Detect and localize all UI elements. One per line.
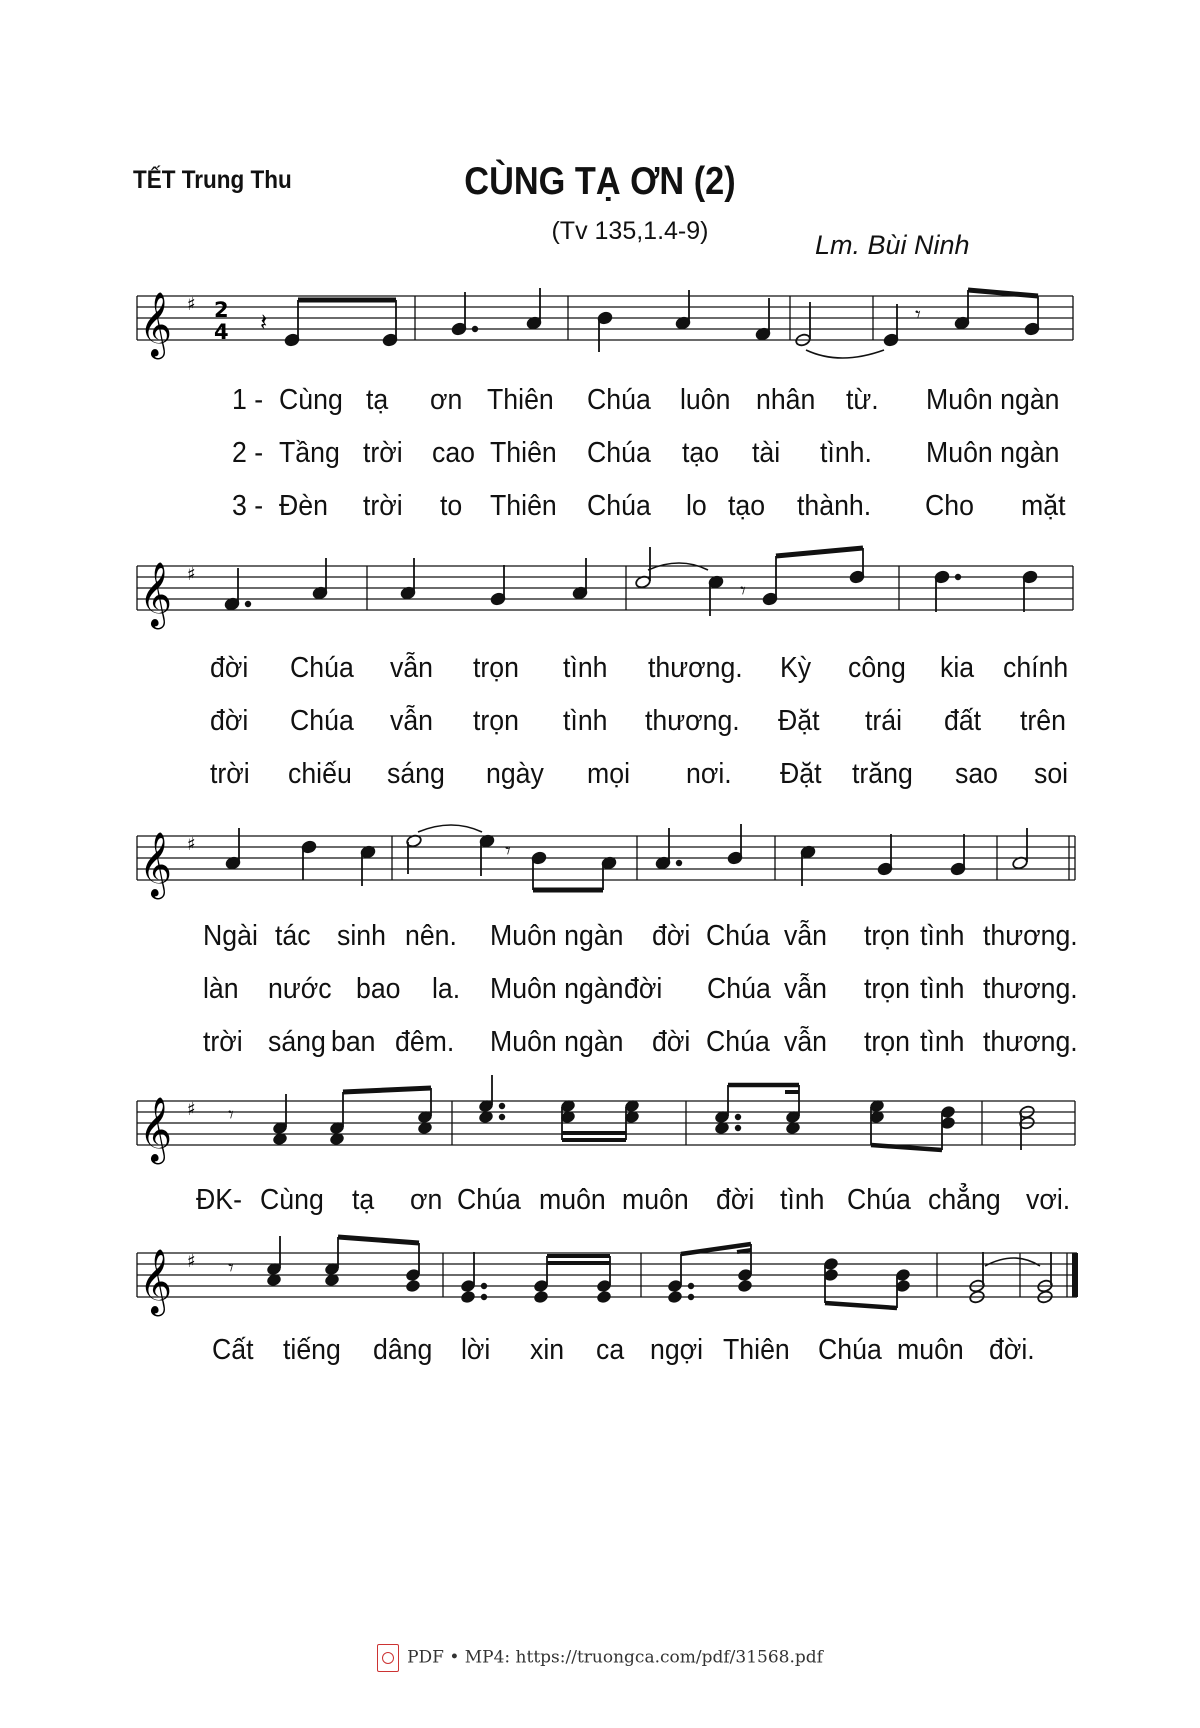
lyric: ban xyxy=(331,1026,376,1058)
lyric: trọn xyxy=(473,705,519,737)
lyric: công xyxy=(848,652,906,684)
lyric: tình xyxy=(920,920,965,952)
svg-text:𝄾: 𝄾 xyxy=(505,839,511,864)
treble-clef-icon: 𝄞 xyxy=(139,292,173,357)
lyric: đời xyxy=(624,973,663,1005)
lyric: vẫn xyxy=(784,973,828,1005)
composer: Lm. Bùi Ninh xyxy=(815,230,970,260)
lyric: trời xyxy=(363,437,403,469)
lyric: đêm. xyxy=(395,1026,455,1058)
lyric: Ngài xyxy=(203,920,258,952)
psalm-reference: (Tv 135,1.4-9) xyxy=(551,217,709,245)
lyric: Chúa xyxy=(706,920,770,952)
lyric: Muôn ngàn xyxy=(926,437,1060,469)
lyric: đời xyxy=(716,1184,755,1216)
lyric: tình xyxy=(563,652,608,684)
lyric: trọn xyxy=(864,973,910,1005)
lyric: kia xyxy=(940,652,975,684)
lyric: trọn xyxy=(473,652,519,684)
lyric: nơi. xyxy=(686,758,732,790)
lyric: thương. xyxy=(645,705,740,737)
sharp-icon: ♯ xyxy=(187,834,196,855)
lyric: tình. xyxy=(820,437,872,469)
lyric: tình xyxy=(920,1026,965,1058)
lyric: lời xyxy=(461,1334,491,1366)
lyric: muôn xyxy=(539,1184,606,1216)
lyric: dâng xyxy=(373,1334,433,1366)
verse3-label: 3 - xyxy=(232,490,264,522)
lyric: Chúa xyxy=(847,1184,911,1216)
lyric: Muôn ngàn xyxy=(490,920,624,952)
lyric: Muôn ngàn xyxy=(926,384,1060,416)
lyric: Chúa xyxy=(707,973,771,1005)
lyric: ơn xyxy=(410,1184,443,1216)
lyric: nước xyxy=(268,973,332,1005)
lyric: nên. xyxy=(405,920,457,952)
lyric: đời xyxy=(652,1026,691,1058)
lyric: tình xyxy=(780,1184,825,1216)
lyric: nhân xyxy=(756,384,816,416)
lyric: cao xyxy=(432,437,476,469)
treble-clef-icon: 𝄞 xyxy=(139,1249,173,1314)
lyric: trời xyxy=(203,1026,243,1058)
lyric: thương. xyxy=(648,652,743,684)
lyric: muôn xyxy=(897,1334,964,1366)
lyric: bao xyxy=(356,973,401,1005)
lyric: vẫn xyxy=(390,705,434,737)
lyric: làn xyxy=(203,973,239,1005)
lyric: lo xyxy=(686,490,707,522)
lyric: Kỳ xyxy=(780,652,812,684)
lyric: tác xyxy=(275,920,311,952)
verse2-label: 2 - xyxy=(232,437,264,469)
lyric: Thiên xyxy=(723,1334,790,1366)
lyric: trọn xyxy=(864,1026,910,1058)
lyric: Chúa xyxy=(706,1026,770,1058)
sharp-icon: ♯ xyxy=(187,1251,196,1272)
time-signature-bottom: 4 xyxy=(214,320,229,344)
treble-clef-icon: 𝄞 xyxy=(139,1097,173,1162)
sharp-icon: ♯ xyxy=(187,564,196,585)
lyric: Muôn ngàn xyxy=(490,973,624,1005)
lyric: mọi xyxy=(587,758,630,790)
lyric: tình xyxy=(563,705,608,737)
notes-system-1 xyxy=(284,288,1040,358)
staff-system-1 xyxy=(0,290,1200,360)
lyric: Cùng xyxy=(260,1184,324,1216)
lyric: ơn xyxy=(430,384,463,416)
lyric: đời xyxy=(210,705,249,737)
lyric: trời xyxy=(210,758,250,790)
notes-system-2 xyxy=(224,547,1038,616)
lyric: chiếu xyxy=(288,758,352,790)
time-signature-top: 2 xyxy=(214,298,229,322)
lyric: Chúa xyxy=(290,652,354,684)
lyric: vẫn xyxy=(784,1026,828,1058)
quarter-rest-icon: 𝄽 xyxy=(260,308,268,336)
treble-clef-icon: 𝄞 xyxy=(139,832,173,897)
footer xyxy=(0,1644,1200,1672)
lyric: đất xyxy=(944,705,982,737)
lyric: Chúa xyxy=(290,705,354,737)
staff-system-3 xyxy=(0,810,1200,900)
lyric: đời xyxy=(210,652,249,684)
svg-text:𝄾: 𝄾 xyxy=(228,1256,234,1281)
footer-link[interactable]: PDF • MP4: https://truongca.com/pdf/31568.pdf xyxy=(407,1647,823,1668)
lyric: trăng xyxy=(852,758,913,790)
lyric: tạo xyxy=(682,437,720,469)
lyric: đời xyxy=(652,920,691,952)
lyric: vẫn xyxy=(784,920,828,952)
lyric: soi xyxy=(1034,758,1069,790)
lyric: Chúa xyxy=(587,490,651,522)
lyric: chẳng xyxy=(928,1184,1001,1216)
lyric: Chúa xyxy=(587,437,651,469)
lyric: ngày xyxy=(486,758,544,790)
lyric: thương. xyxy=(983,973,1078,1005)
lyric: tình xyxy=(920,973,965,1005)
lyric: thành. xyxy=(797,490,872,522)
lyric: trái xyxy=(865,705,903,737)
song-title: CÙNG TẠ ƠN (2) xyxy=(464,160,736,203)
lyric: vơi. xyxy=(1026,1184,1071,1216)
lyric: trên xyxy=(1020,705,1066,737)
lyric: Cùng xyxy=(279,384,343,416)
lyric: Đặt xyxy=(778,705,820,737)
lyric: Chúa xyxy=(457,1184,521,1216)
sharp-icon: ♯ xyxy=(187,294,196,315)
lyric: sáng xyxy=(268,1026,326,1058)
lyric: đời. xyxy=(989,1334,1035,1366)
lyric: Tầng xyxy=(279,437,340,469)
lyric: xin xyxy=(530,1334,565,1366)
lyric: từ. xyxy=(846,384,879,416)
lyric: sao xyxy=(955,758,999,790)
lyric: Thiên xyxy=(490,437,557,469)
occasion-label: TẾT Trung Thu xyxy=(133,166,292,194)
lyric: trời xyxy=(363,490,403,522)
final-barline xyxy=(1072,1253,1078,1297)
pdf-icon xyxy=(377,1644,399,1672)
staff-system-4 xyxy=(0,1075,1200,1165)
lyric: Thiên xyxy=(487,384,554,416)
lyric: Muôn ngàn xyxy=(490,1026,624,1058)
lyric: Cho xyxy=(925,490,974,522)
lyric: la. xyxy=(432,973,461,1005)
lyric: thương. xyxy=(983,920,1078,952)
lyric: luôn xyxy=(680,384,731,416)
lyric: vẫn xyxy=(390,652,434,684)
lyric: trọn xyxy=(864,920,910,952)
lyric: Cất xyxy=(212,1334,254,1366)
lyric: to xyxy=(440,490,463,522)
lyric: tài xyxy=(752,437,781,469)
lyric: ca xyxy=(596,1334,625,1366)
svg-text:𝄾: 𝄾 xyxy=(740,579,746,604)
staff-system-2 xyxy=(0,540,1200,630)
lyric: chính xyxy=(1003,652,1069,684)
lyric: tiếng xyxy=(283,1334,341,1366)
treble-clef-icon: 𝄞 xyxy=(139,562,173,627)
staff-system-5 xyxy=(0,1230,1200,1320)
lyric: Thiên xyxy=(490,490,557,522)
lyric: ngợi xyxy=(650,1334,704,1366)
lyric: Chúa xyxy=(818,1334,882,1366)
lyric: Chúa xyxy=(587,384,651,416)
lyric: Đặt xyxy=(780,758,822,790)
lyric: sáng xyxy=(387,758,445,790)
lyric: mặt xyxy=(1021,490,1066,522)
lyric: sinh xyxy=(337,920,386,952)
svg-text:𝄾: 𝄾 xyxy=(228,1103,234,1128)
lyric: Đèn xyxy=(279,490,328,522)
refrain-label: ĐK- xyxy=(196,1184,242,1216)
svg-text:𝄾: 𝄾 xyxy=(915,303,921,328)
lyric: thương. xyxy=(983,1026,1078,1058)
lyric: tạ xyxy=(352,1184,375,1216)
sharp-icon: ♯ xyxy=(187,1099,196,1120)
lyric: tạo xyxy=(728,490,766,522)
lyric: tạ xyxy=(366,384,389,416)
lyric: muôn xyxy=(622,1184,689,1216)
verse1-label: 1 - xyxy=(232,384,264,416)
